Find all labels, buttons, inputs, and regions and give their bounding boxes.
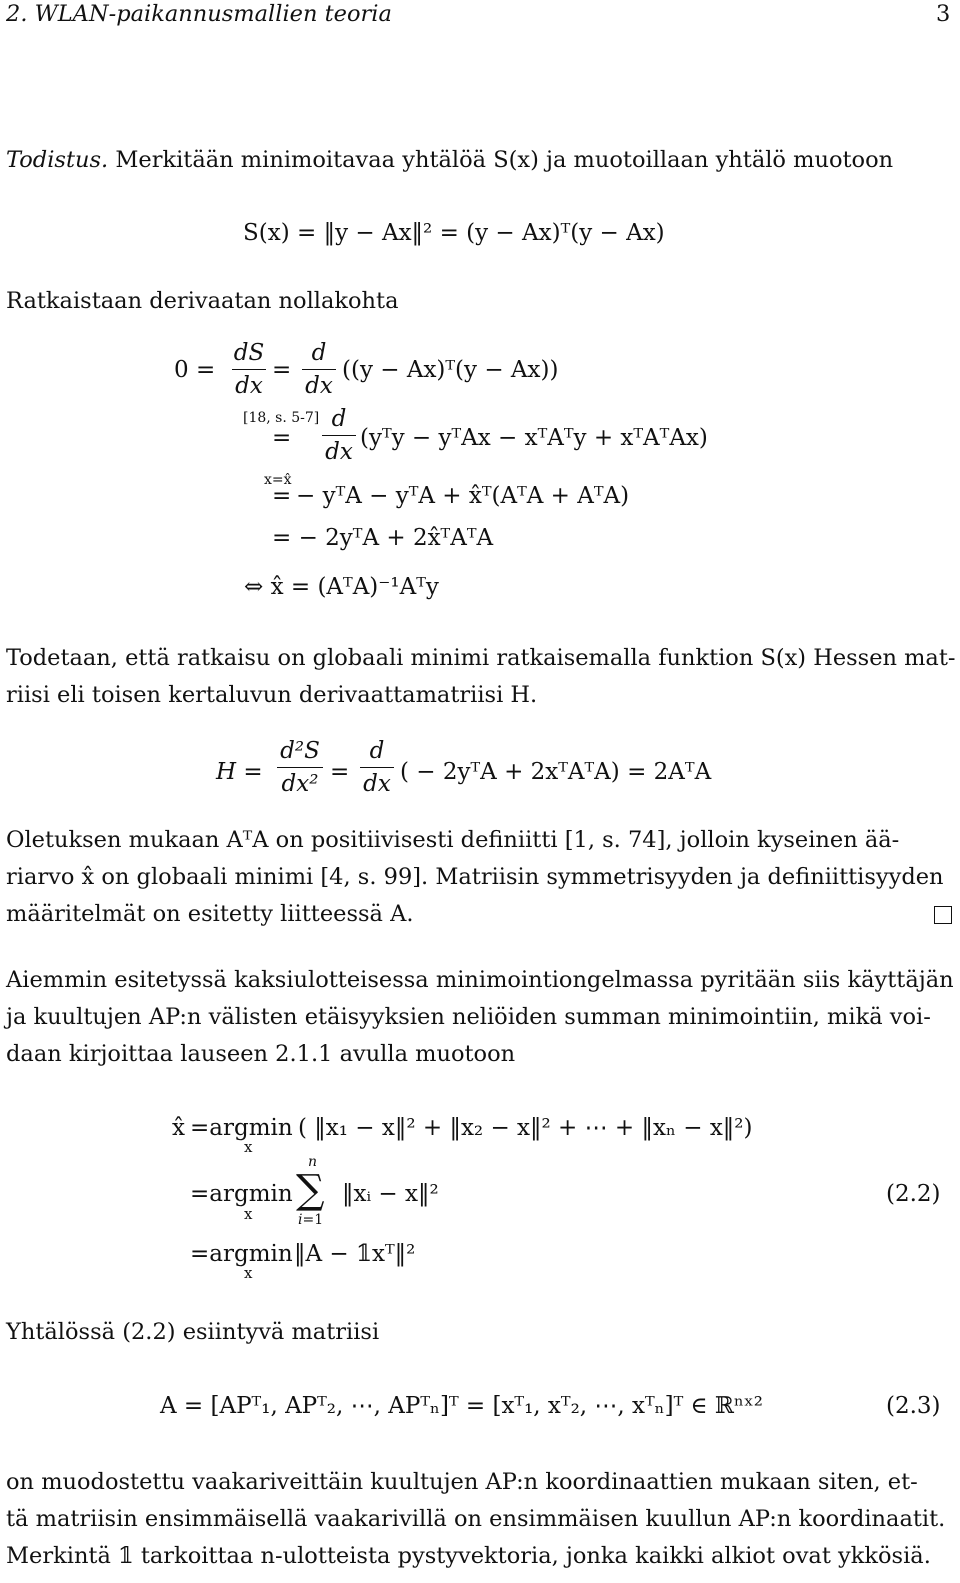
fraction-denominator: dx xyxy=(305,373,333,399)
fraction-bar xyxy=(322,435,356,436)
deriv-line3: − yᵀA − yᵀA + x̂ᵀ(AᵀA + AᵀA) xyxy=(296,483,630,509)
eq23: A = [APᵀ₁, APᵀ₂, ⋯, APᵀₙ]ᵀ = [xᵀ₁, xᵀ₂, ⋯, xᵀₙ]ᵀ ∈ ℝⁿˣ² xyxy=(160,1393,763,1419)
eq22-line3: ‖A − 𝟙xᵀ‖² xyxy=(294,1241,416,1267)
sum-symbol: ∑ xyxy=(296,1167,325,1213)
running-header: 2. WLAN-paikannusmallien teoria xyxy=(6,1,392,27)
fraction-numerator: dS xyxy=(233,340,265,366)
equals-sign: = xyxy=(272,357,292,383)
para3-line-2: tä matriisin ensimmäisellä vaakarivillä on ensimmäisen kuullun AP:n koordinaatit. xyxy=(6,1506,946,1532)
fraction-denominator: dx xyxy=(363,771,391,797)
para1-line-1: Aiemmin esitetyssä kaksiulotteisessa minimointiongelmassa pyritään siis käyttäjän xyxy=(6,967,954,993)
equals-sign: = xyxy=(272,483,292,509)
fraction-denominator: dx xyxy=(325,439,353,465)
fraction-dS-dx xyxy=(232,340,266,399)
fraction-bar xyxy=(302,369,336,370)
eq22-line2: ‖xᵢ − x‖² xyxy=(342,1181,439,1207)
fraction-numerator: d xyxy=(311,340,327,366)
equals-sign: = xyxy=(330,759,350,785)
equation-number-2-2: (2.2) xyxy=(886,1181,941,1207)
fraction-d2S-dx2 xyxy=(277,738,323,797)
para1-line-3: daan kirjoittaa lauseen 2.1.1 avulla muotoon xyxy=(6,1041,516,1067)
fraction-denominator: dx xyxy=(235,373,263,399)
para3-line-1: on muodostettu vaakariveittäin kuultujen AP:n koordinaattien mukaan siten, et- xyxy=(6,1469,918,1495)
hessian-text-2: riisi eli toisen kertaluvun derivaattamatriisi H. xyxy=(6,682,538,708)
page-number: 3 xyxy=(936,1,951,27)
fraction-bar xyxy=(232,369,266,370)
para1-line-2: ja kuultujen AP:n välisten etäisyyksien neliöiden summan minimointiin, mikä voi- xyxy=(6,1004,931,1030)
fraction-bar xyxy=(360,767,394,768)
para3-line-3: Merkintä 𝟙 tarkoittaa n-ulotteista pystyvektoria, jonka kaikki alkiot ovat ykkösiä. xyxy=(6,1543,931,1569)
deriv-line1-lhs: 0 = xyxy=(174,357,216,383)
assumption-line-3: määritelmät on esitetty liitteessä A. xyxy=(6,901,414,927)
argmin-3: =argmin xyxy=(190,1241,293,1267)
argmin-2: =argmin xyxy=(190,1181,293,1207)
argmin-sub-2: x xyxy=(244,1205,253,1223)
deriv-line4: = − 2yᵀA + 2x̂ᵀAᵀA xyxy=(272,525,494,551)
para2: Yhtälössä (2.2) esiintyvä matriisi xyxy=(6,1319,380,1345)
fraction-denominator: dx² xyxy=(281,771,319,797)
qed-square-icon xyxy=(934,906,952,924)
fraction-d-dx xyxy=(360,738,394,797)
xhat-symbol: x̂ xyxy=(172,1115,185,1141)
equals-sign: = xyxy=(272,425,292,451)
argmin-sub-3: x xyxy=(244,1264,253,1282)
proof-label: Todistus. xyxy=(6,147,109,173)
hessian-text-1: Todetaan, että ratkaisu on globaali minimi ratkaisemalla funktion S(x) Hessen mat- xyxy=(6,645,956,671)
deriv-line2: (yᵀy − yᵀAx − xᵀAᵀy + xᵀAᵀAx) xyxy=(360,425,708,451)
fraction-d-dx xyxy=(322,406,356,465)
hessian-lhs: H = xyxy=(216,759,263,785)
derivative-intro: Ratkaistaan derivaatan nollakohta xyxy=(6,288,399,314)
hessian-eq-rest: ( − 2yᵀA + 2xᵀAᵀA) = 2AᵀA xyxy=(400,759,712,785)
fraction-numerator: d xyxy=(369,738,385,764)
argmin-1: =argmin xyxy=(190,1115,293,1141)
deriv-line5: ⇔ x̂ = (AᵀA)⁻¹Aᵀy xyxy=(244,574,439,600)
fraction-d-dx xyxy=(302,340,336,399)
equation-S: S(x) = ‖y − Ax‖² = (y − Ax)ᵀ(y − Ax) xyxy=(243,220,665,246)
deriv-substitution: x=x̂ xyxy=(264,472,292,488)
deriv-line1-rest: ((y − Ax)ᵀ(y − Ax)) xyxy=(342,357,559,383)
proof-intro-text: Merkitään minimoitavaa yhtälöä S(x) ja muotoillaan yhtälö muotoon xyxy=(115,147,894,173)
fraction-bar xyxy=(277,767,323,768)
sum-lower-limit: i=1 xyxy=(298,1212,324,1228)
deriv-reference: [18, s. 5-7] xyxy=(243,410,320,426)
argmin-sub-1: x xyxy=(244,1138,253,1156)
proof-intro xyxy=(6,146,893,174)
assumption-line-2: riarvo x̂ on globaali minimi [4, s. 99]. Matriisin symmetrisyyden ja definiittisyyden xyxy=(6,864,944,890)
equation-number-2-3: (2.3) xyxy=(886,1393,941,1419)
sum-upper-limit: n xyxy=(308,1154,318,1170)
assumption-line-1: Oletuksen mukaan AᵀA on positiivisesti definiitti [1, s. 74], jolloin kyseinen ää- xyxy=(6,827,900,853)
fraction-numerator: d xyxy=(331,406,347,432)
fraction-numerator: d²S xyxy=(280,738,320,764)
eq22-line1: ( ‖x₁ − x‖² + ‖x₂ − x‖² + ⋯ + ‖xₙ − x‖²) xyxy=(298,1115,753,1141)
